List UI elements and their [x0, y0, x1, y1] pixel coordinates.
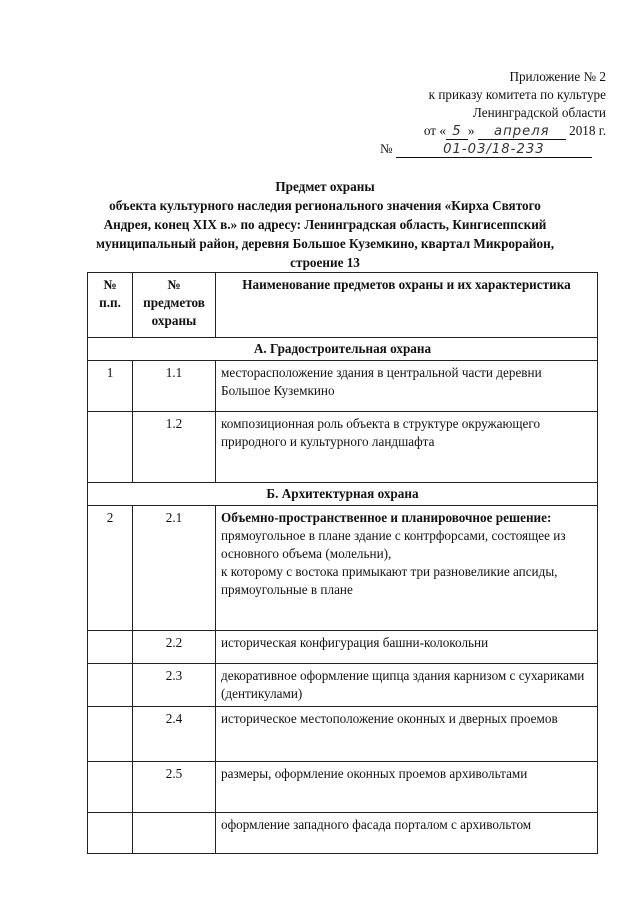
cell-num	[88, 412, 133, 483]
date-day: 5	[446, 125, 468, 140]
cell-sub: 2.1	[133, 506, 216, 631]
title-line-1: Предмет охраны	[275, 179, 375, 194]
header-pp: № п.п.	[88, 273, 133, 338]
section-b-row	[88, 483, 598, 506]
table-row	[88, 506, 598, 631]
table-row	[88, 707, 598, 762]
cell-num	[88, 707, 133, 762]
table-row	[88, 631, 598, 664]
cell-text-1: прямоугольное в плане здание с контрфорсами, состоящее из основного объема (молельни),	[221, 528, 566, 561]
date-prefix: от «	[423, 123, 446, 138]
cell-sub: 2.2	[133, 631, 216, 664]
cell-sub: 2.4	[133, 707, 216, 762]
cell-sub: 1.1	[133, 361, 216, 412]
table-row	[88, 762, 598, 813]
cell-text-2: к которому с востока примыкают три разновеликие апсиды, прямоугольные в плане	[221, 564, 558, 597]
cell-text: историческая конфигурация башни-колокольни	[216, 631, 598, 664]
table-row	[88, 664, 598, 707]
title-line-2: объекта культурного наследия регионального значения «Кирха Святого	[109, 198, 541, 213]
section-b-title: Б. Архитектурная охрана	[88, 483, 598, 506]
cell-text: декоративное оформление щипца здания карнизом с сухариками (дентикулами)	[216, 664, 598, 707]
table-row	[88, 361, 598, 412]
title-line-5: строение 13	[290, 255, 360, 270]
number-value: 01-03/18-233	[396, 143, 592, 158]
date-year: 2018 г.	[569, 123, 606, 138]
date-month: апреля	[478, 125, 566, 140]
annex-line-2: к приказу комитета по культуре	[428, 87, 606, 102]
cell-num: 1	[88, 361, 133, 412]
title-line-4: муниципальный район, деревня Большое Куземкино, квартал Микрорайон,	[95, 236, 555, 251]
annex-block	[380, 68, 606, 158]
header-name: Наименование предметов охраны и их характеристика	[216, 273, 598, 338]
cell-num	[88, 664, 133, 707]
cell-num	[88, 813, 133, 854]
section-a-row	[88, 338, 598, 361]
cell-text: размеры, оформление оконных проемов архивольтами	[216, 762, 598, 813]
section-a-title: А. Градостроительная охрана	[88, 338, 598, 361]
annex-date	[380, 122, 606, 140]
annex-number	[380, 140, 606, 158]
date-mid: »	[467, 123, 475, 138]
document-title	[40, 177, 610, 272]
annex-line-3: Ленинградской области	[472, 105, 606, 120]
title-line-3: Андрея, конец XIX в.» по адресу: Ленинградская область, Кингисеппский	[103, 217, 547, 232]
cell-num	[88, 762, 133, 813]
cell-text-bold: Объемно-пространственное и планировочное решение:	[221, 510, 552, 525]
cell-text	[216, 506, 598, 631]
cell-num: 2	[88, 506, 133, 631]
number-prefix: №	[380, 141, 393, 156]
cell-sub: 1.2	[133, 412, 216, 483]
cell-sub: 2.5	[133, 762, 216, 813]
table-row	[88, 813, 598, 854]
table-row	[88, 412, 598, 483]
cell-text: месторасположение здания в центральной части деревни Большое Куземкино	[216, 361, 598, 412]
table-header-row	[88, 273, 598, 338]
cell-text: историческое местоположение оконных и дверных проемов	[216, 707, 598, 762]
cell-num	[88, 631, 133, 664]
cell-sub	[133, 813, 216, 854]
cell-text: оформление западного фасада порталом с архивольтом	[216, 813, 598, 854]
header-items: № предметов охраны	[133, 273, 216, 338]
cell-text: композиционная роль объекта в структуре окружающего природного и культурного ландшафта	[216, 412, 598, 483]
annex-line-1: Приложение № 2	[509, 69, 606, 84]
cell-sub: 2.3	[133, 664, 216, 707]
protection-table	[87, 272, 598, 854]
